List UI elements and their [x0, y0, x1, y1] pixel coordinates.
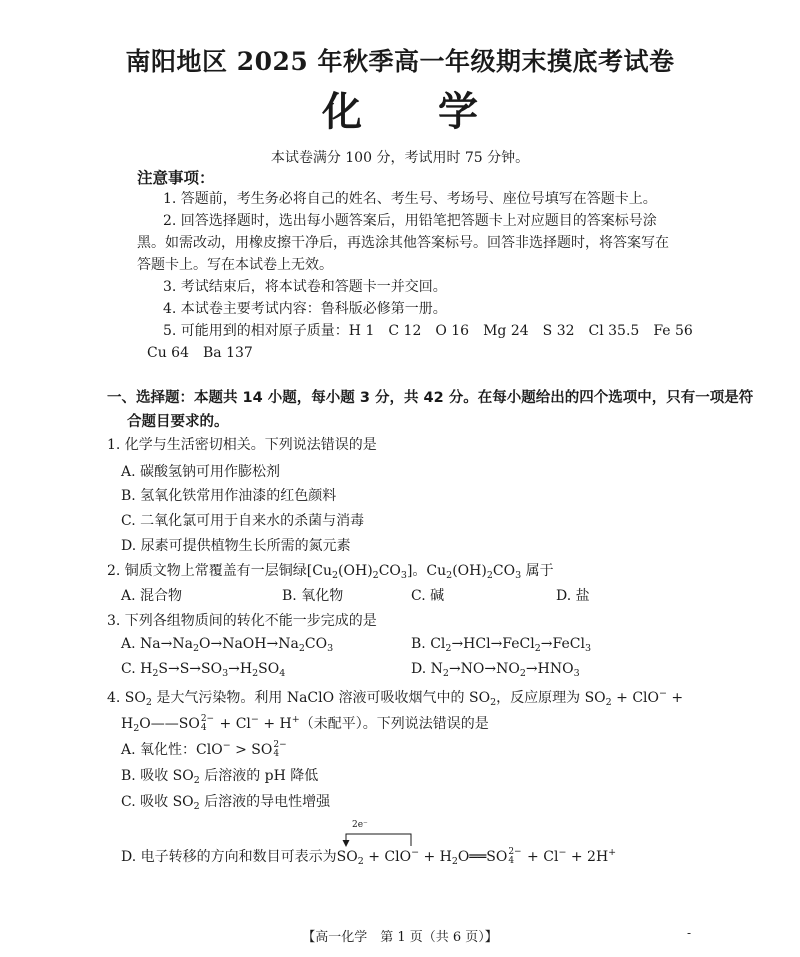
q3-option-d: D. $N_2\to NO\to NO_2\to HNO_3$: [411, 661, 580, 679]
q1-stem: 1. 化学与生活密切相关。下列说法错误的是: [107, 437, 377, 453]
q4-option-a: A. 氧化性：ClO− > SO 2− 4: [121, 740, 287, 759]
section-heading-cont: 合题目要求的。: [127, 414, 229, 430]
q1-option-d: D. 尿素可提供植物生长所需的氮元素: [121, 538, 351, 554]
q3-option-c: C. $H_2S\to S\to SO_3\to H_2SO_4$: [121, 661, 286, 679]
q4-stem-line1: 4. $SO_2$ 是大气污染物。利用 NaClO 溶液可吸收烟气中的 $SO_2$，反应原理为 $SO_2 + ClO^-$ +: [107, 688, 684, 708]
electron-transfer-label: 2e⁻: [352, 820, 368, 830]
notice-item-2-cont: 黑。如需改动，用橡皮擦干净后，再选涂其他答案标号。回答非选择题时，将答案写在: [137, 235, 669, 251]
q4-option-d: D. 电子转移的方向和数目可表示为$SO_2 + ClO^-$ + $H_2O══SO$ 2− 4 + Cl− + 2H+: [121, 847, 617, 867]
exam-meta: 本试卷满分 100 分，考试用时 75 分钟。: [270, 150, 530, 166]
subject-char-2: 学: [438, 89, 478, 135]
q1-option-b: B. 氢氧化铁常用作油漆的红色颜料: [121, 488, 337, 504]
q4-option-b: B. 吸收 $SO_2$ 后溶液的 pH 降低: [121, 768, 319, 786]
corner-mark: -: [687, 926, 692, 940]
q2-option-b: B. 氧化物: [282, 588, 344, 604]
q2-stem: 2. 铜质文物上常覆盖有一层铜绿$[Cu_2(OH)_2CO_3]$。$Cu_2(OH)_2CO_3$ 属于: [107, 563, 554, 581]
notice-item-2: 2. 回答选择题时，选出每小题答案后，用铅笔把答题卡上对应题目的答案标号涂: [163, 213, 657, 229]
q1-option-a: A. 碳酸氢钠可用作膨松剂: [121, 464, 281, 480]
exam-title: 南阳地区 2025 年秋季高一年级期末摸底考试卷: [125, 47, 675, 76]
q2-option-a: A. 混合物: [121, 588, 183, 604]
q2-option-d: D. 盐: [556, 588, 590, 604]
notice-item-3: 3. 考试结束后，将本试卷和答题卡一并交回。: [163, 279, 447, 295]
notice-item-5-cont: Cu 64 Ba 137: [147, 345, 253, 361]
q4-option-c: C. 吸收 $SO_2$ 后溶液的导电性增强: [121, 794, 331, 812]
q3-stem: 3. 下列各组物质间的转化不能一步完成的是: [107, 613, 377, 629]
notice-item-2-end: 答题卡上。写在本试卷上无效。: [137, 257, 333, 273]
page-footer: 【高一化学 第 1 页（共 6 页）】: [302, 930, 498, 945]
notice-heading: 注意事项：: [137, 169, 215, 187]
section-heading: 一、选择题：本题共 14 小题，每小题 3 分，共 42 分。在每小题给出的四个选项中，只有一项是符: [107, 390, 754, 406]
notice-item-4: 4. 本试卷主要考试内容：鲁科版必修第一册。: [163, 301, 447, 317]
q3-option-a: A. $Na\to Na_2O\to NaOH\to Na_2CO_3$: [121, 636, 334, 654]
notice-item-5: 5. 可能用到的相对原子质量：H 1 C 12 O 16 Mg 24 S 32 Cl 35.5 Fe 56: [163, 323, 693, 339]
q1-option-c: C. 二氧化氯可用于自来水的杀菌与消毒: [121, 513, 365, 529]
subject-char-1: 化: [322, 89, 362, 135]
notice-item-1: 1. 答题前，考生务必将自己的姓名、考生号、考场号、座位号填写在答题卡上。: [163, 191, 657, 207]
q3-option-b: B. $Cl_2\to HCl\to FeCl_2\to FeCl_3$: [411, 636, 591, 654]
q4-stem-line2: $H_2O——SO$ 2− 4 + Cl− + H+（未配平）。下列说法错误的是: [121, 714, 489, 734]
q2-option-c: C. 碱: [411, 588, 445, 604]
subject-title: [0, 80, 800, 137]
